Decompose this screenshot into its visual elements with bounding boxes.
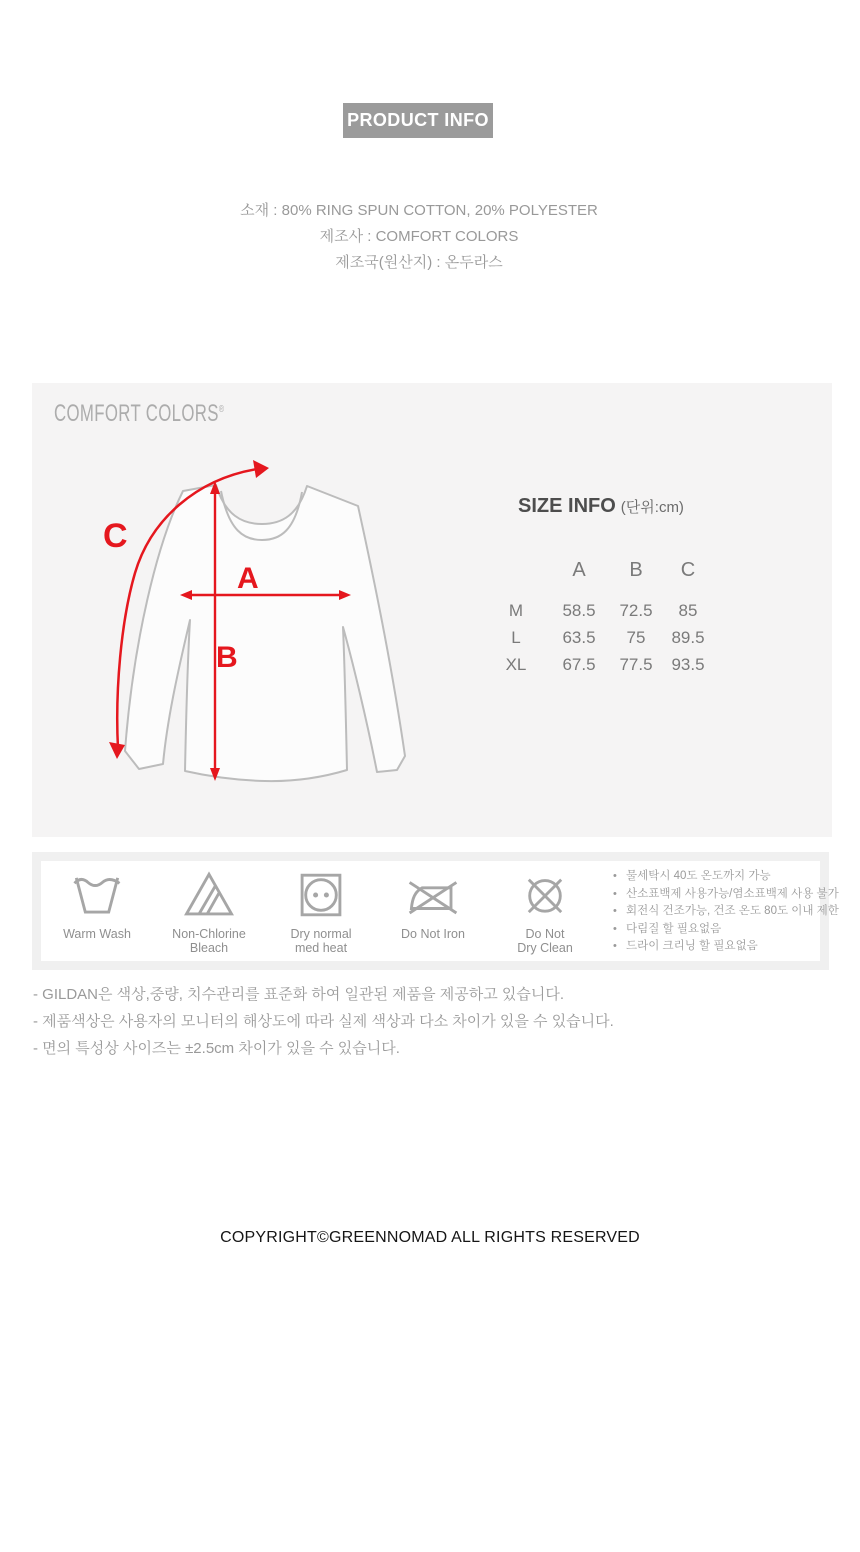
do-not-dry-clean-icon <box>518 868 572 922</box>
size-row-xl <box>487 651 717 678</box>
care-icon-label <box>517 927 573 955</box>
care-item-warm-wash <box>41 868 153 955</box>
registered-mark: ® <box>218 404 225 415</box>
size-cell: 63.5 <box>562 627 596 647</box>
care-icon-label <box>172 927 246 955</box>
size-cell: 85 <box>678 600 698 620</box>
product-intro <box>0 198 838 276</box>
note-line: - 면의 특성상 사이즈는 ±2.5cm 차이가 있을 수 있습니다. <box>33 1040 400 1057</box>
measure-label-c: C <box>103 517 128 555</box>
care-label-line: Dry normal <box>290 927 352 941</box>
note-line: - 제품색상은 사용자의 모니터의 해상도에 따라 실제 색상과 다소 차이가 있을 수 있습니다. <box>33 1013 614 1030</box>
size-cell: 89.5 <box>671 627 705 647</box>
shirt-outline <box>125 485 405 781</box>
care-label-line: Dry Clean <box>517 941 573 955</box>
brand-name: COMFORT COLORS <box>54 400 219 427</box>
care-item-non-chlorine-bleach <box>153 868 265 955</box>
care-bullet: • 물세탁시 40도 온도까지 가능 <box>613 868 839 886</box>
measure-label-a: A <box>237 562 259 595</box>
size-table <box>487 555 717 678</box>
care-icon-label <box>290 927 351 955</box>
care-label-line: Warm Wash <box>63 927 131 941</box>
origin-line: 제조국(원산지) : 온두라스 <box>335 254 503 271</box>
size-cell: 77.5 <box>619 654 653 674</box>
size-table-header-row <box>487 555 717 585</box>
size-header-c: C <box>680 558 696 581</box>
size-header-b: B <box>629 558 643 581</box>
product-info-badge: PRODUCT INFO <box>343 103 493 138</box>
size-cell: 93.5 <box>671 654 705 674</box>
size-row-label: XL <box>505 654 527 674</box>
size-info-title <box>518 495 684 518</box>
care-label-line: Non-Chlorine <box>172 927 246 941</box>
warm-wash-icon <box>70 868 124 922</box>
size-row-m <box>487 597 717 624</box>
measure-label-b: B <box>216 641 238 674</box>
care-item-tumble-dry <box>265 868 377 955</box>
non-chlorine-bleach-icon <box>182 868 236 922</box>
care-icon-label <box>401 927 465 941</box>
care-label-line: Do Not Iron <box>401 927 465 941</box>
disclaimer-notes <box>33 981 614 1062</box>
size-row-label: L <box>511 627 521 647</box>
note-line: - GILDAN은 색상,중량, 치수관리를 표준화 하여 일관된 제품을 제공하고 있습니다. <box>33 986 565 1003</box>
size-header-a: A <box>572 558 586 581</box>
size-cell: 58.5 <box>562 600 596 620</box>
material-line: 소재 : 80% RING SPUN COTTON, 20% POLYESTER <box>240 202 598 219</box>
care-icon-label <box>63 927 131 941</box>
manufacturer-line: 제조사 : COMFORT COLORS <box>319 228 519 245</box>
copyright-line: COPYRIGHT©GREENNOMAD ALL RIGHTS RESERVED <box>220 1229 640 1246</box>
care-icon-list <box>41 868 601 955</box>
size-info-unit: (단위:cm) <box>620 499 684 516</box>
care-item-do-not-dry-clean <box>489 868 601 955</box>
size-info-text: SIZE INFO <box>518 495 616 517</box>
size-cell: 75 <box>626 627 646 647</box>
care-bullet: • 회전식 건조가능, 건조 온도 80도 이내 제한 <box>613 903 839 921</box>
tumble-dry-icon <box>294 868 348 922</box>
shirt-measure-diagram <box>75 443 415 788</box>
care-label-line: med heat <box>294 941 348 955</box>
brand-logo <box>54 400 224 428</box>
care-label-line: Do Not <box>525 927 565 941</box>
size-cell: 67.5 <box>562 654 596 674</box>
size-row-label: M <box>508 600 524 620</box>
size-panel <box>32 383 832 837</box>
care-bullet: • 드라이 크리닝 할 필요없음 <box>613 938 839 956</box>
care-instructions-panel <box>32 852 839 970</box>
care-bullet: • 다림질 할 필요없음 <box>613 921 839 939</box>
size-cell: 72.5 <box>619 600 653 620</box>
size-row-l <box>487 624 717 651</box>
care-item-do-not-iron <box>377 868 489 955</box>
care-label-line: Bleach <box>189 941 229 955</box>
do-not-iron-icon <box>406 868 460 922</box>
care-bullet: • 산소표백제 사용가능/염소표백제 사용 불가 <box>613 886 839 904</box>
care-bullet-list <box>613 868 839 956</box>
